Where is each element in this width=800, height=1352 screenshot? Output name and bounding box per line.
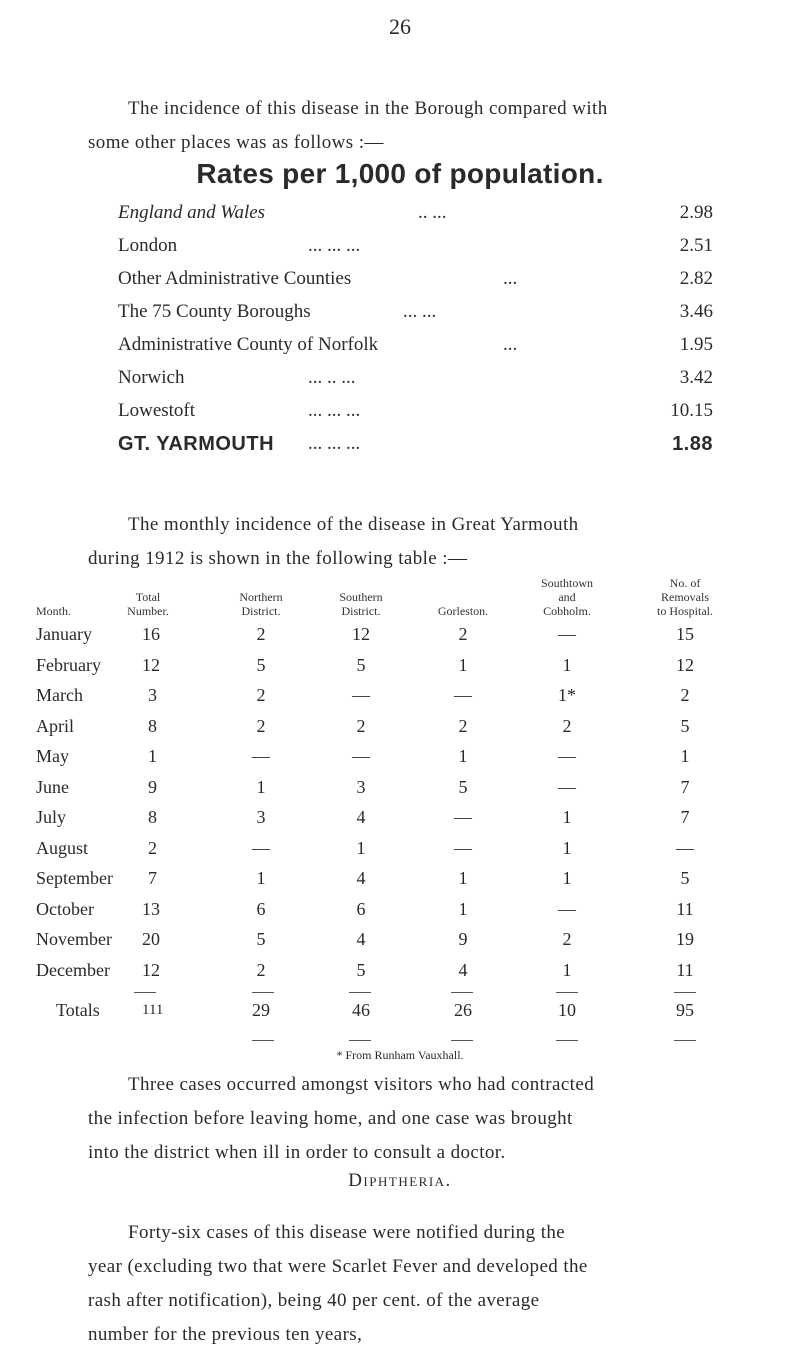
header-removals: No. of Removals to Hospital. [657,576,713,618]
monthly-line-2: during 1912 is shown in the following table :— [88,548,468,569]
cell-total: 12 [142,654,160,675]
rate-place: GT. YARMOUTH [118,433,275,455]
rate-place: Lowestoft [118,400,196,421]
cell-southtown: 1* [558,685,576,705]
cell-gorleston: 9 [458,929,468,949]
rate-row-england-wales [118,202,713,232]
separator [349,1040,371,1041]
cell-northern: 1 [256,776,266,797]
cell-month: April [36,715,74,736]
diph-line-1: Forty-six cases of this disease were notified during the [128,1222,566,1243]
cell-removals: — [676,837,694,858]
rate-value: 10.15 [670,400,713,421]
cell-month: November [36,929,112,949]
visitors-line-1: Three cases occurred amongst visitors who had contracted [128,1074,595,1095]
cell-total: 16 [142,624,160,644]
rate-value: 2.82 [679,268,713,289]
table-footnote: * From Runham Vauxhall. [336,1048,464,1062]
header-southern: Southern District. [339,590,383,618]
cell-removals: 7 [680,807,690,827]
rate-row-gt-yarmouth [118,433,713,463]
diph-line-2: year (excluding two that were Scarlet Fever and developed the [88,1256,588,1277]
cell-southern: 2 [356,715,366,736]
cell-month: February [36,654,101,675]
cell-northern: 2 [256,685,266,705]
cell-northern: 1 [256,868,266,888]
cell-total: 13 [142,898,160,919]
cell-removals: 7 [680,776,690,797]
cell-removals: 15 [676,624,694,644]
cell-gorleston: — [454,807,472,827]
separator [556,992,578,993]
totals-northern: 29 [252,1000,270,1020]
rate-value: 2.51 [679,235,713,256]
rate-value: 1.95 [679,334,713,355]
diph-line-3: rash after notification), being 40 per cent. of the average [88,1290,540,1311]
cell-removals: 11 [676,898,694,919]
cell-southtown: — [558,776,576,797]
cell-southtown: — [558,624,576,644]
cell-month: June [36,776,69,797]
rate-place: Other Administrative Counties [118,268,352,289]
cell-month: July [36,807,67,827]
rate-dots: ... ... ... [308,400,361,421]
header-gorleston: Gorleston. [437,604,489,618]
rate-row-london [118,235,713,265]
cell-southern: 4 [356,929,366,949]
intro-line-2: some other places was as follows :— [88,132,384,153]
cell-northern: 3 [256,807,266,827]
cell-southtown: 2 [562,715,572,736]
cell-southtown: 1 [562,807,572,827]
rate-place: England and Wales [118,202,266,223]
cell-gorleston: — [454,837,472,858]
rate-dots: ... ... ... [308,433,361,454]
separator [252,1040,274,1041]
rate-place: London [118,235,178,256]
separator [252,992,274,993]
totals-total: 111 [142,1002,164,1018]
cell-total: 20 [142,929,160,949]
rates-heading: Rates per 1,000 of population. [196,158,604,189]
cell-southtown: 1 [562,654,572,675]
cell-southern: 4 [356,807,366,827]
cell-total: 9 [148,776,157,797]
cell-month: December [36,959,110,980]
cell-month: October [36,898,94,919]
cell-removals: 5 [680,715,690,736]
totals-label: Totals [56,1000,100,1020]
monthly-paragraph [88,508,728,576]
rate-row-lowestoft [118,400,713,430]
intro-paragraph [88,92,728,160]
separator [674,992,696,993]
totals-gorleston: 26 [454,1000,472,1020]
rate-value: 1.88 [672,433,713,455]
rate-place: The 75 County Boroughs [118,301,311,322]
separator [134,992,156,993]
totals-southtown: 10 [558,1000,576,1020]
cell-northern: 5 [256,929,266,949]
cell-northern: 2 [256,715,266,736]
cell-northern: 6 [256,898,266,919]
cell-total: 3 [148,685,157,705]
totals-southern: 46 [352,1000,370,1020]
cell-southtown: 1 [562,959,572,980]
cell-southern: 1 [356,837,366,858]
monthly-line-1: The monthly incidence of the disease in Great Yarmouth [128,514,579,535]
header-month: Month. [36,604,72,618]
header-northern: Northern District. [239,590,283,618]
separator [349,992,371,993]
rate-dots: .. ... [418,202,447,223]
diphtheria-paragraph [88,1216,728,1352]
cell-southtown: 1 [562,868,572,888]
separator [674,1040,696,1041]
visitors-line-3: into the district when ill in order to consult a doctor. [88,1142,506,1163]
cell-northern: 2 [256,959,266,980]
cell-total: 2 [148,837,157,858]
cell-month: May [36,746,69,766]
rate-row-other-admin-counties [118,268,713,298]
separator [451,1040,473,1041]
separator [451,992,473,993]
cell-gorleston: 1 [458,654,468,675]
cell-northern: — [252,746,270,766]
totals-removals: 95 [676,1000,694,1020]
rates-list [0,202,800,462]
intro-line-1: The incidence of this disease in the Borough compared with [128,98,608,119]
cell-southern: 5 [356,654,366,675]
cell-removals: 12 [676,654,694,675]
cell-southern: 12 [352,624,370,644]
cell-southern: — [352,685,370,705]
cell-removals: 11 [676,959,694,980]
cell-southtown: — [558,898,576,919]
cell-southern: 3 [356,776,366,797]
cell-month: August [36,837,89,858]
cell-southern: 5 [356,959,366,980]
rate-row-county-boroughs [118,301,713,331]
cell-gorleston: 4 [458,959,468,980]
cell-month: January [36,624,92,644]
cell-northern: 5 [256,654,266,675]
cell-northern: 2 [256,624,266,644]
cell-gorleston: 1 [458,868,468,888]
rate-dots: ... ... ... [308,235,361,256]
cell-gorleston: 1 [458,898,468,919]
rate-dots: ... [503,268,518,289]
cell-southtown: 1 [562,837,572,858]
diph-line-4: number for the previous ten years, [88,1324,363,1345]
visitors-paragraph [88,1068,728,1170]
cell-southtown: 2 [562,929,572,949]
separator [556,1040,578,1041]
page-number: 26 [389,14,411,39]
rate-dots: ... [503,334,518,355]
rate-value: 2.98 [679,202,713,223]
cell-total: 8 [148,807,157,827]
rate-value: 3.46 [679,301,713,322]
cell-month: March [36,685,83,705]
cell-removals: 5 [680,868,690,888]
rate-place: Administrative County of Norfolk [118,334,379,355]
cell-total: 12 [142,959,160,980]
visitors-line-2: the infection before leaving home, and one case was brought [88,1108,573,1129]
rate-place: Norwich [118,367,185,388]
header-total: Total Number. [127,590,169,618]
cell-gorleston: 5 [458,776,468,797]
rate-row-norwich [118,367,713,397]
header-southtown: Southtown and Cobholm. [540,576,593,618]
cell-removals: 19 [676,929,694,949]
cell-southern: 6 [356,898,366,919]
cell-gorleston: 2 [458,715,468,736]
diphtheria-heading: Diphtheria. [348,1170,452,1191]
cell-total: 7 [148,868,157,888]
cell-removals: 2 [680,685,690,705]
cell-southern: 4 [356,868,366,888]
cell-southern: — [352,746,370,766]
cell-removals: 1 [680,746,690,766]
cell-southtown: — [558,746,576,766]
cell-gorleston: 1 [458,746,468,766]
cell-gorleston: 2 [458,624,468,644]
rate-dots: ... .. ... [308,367,356,388]
cell-northern: — [252,837,270,858]
cell-total: 1 [148,746,157,766]
incidence-table [0,576,800,1080]
rate-value: 3.42 [679,367,713,388]
rate-dots: ... ... [403,301,437,322]
cell-gorleston: — [454,685,472,705]
rate-row-norfolk [118,334,713,364]
cell-month: September [36,868,113,888]
cell-total: 8 [148,715,157,736]
